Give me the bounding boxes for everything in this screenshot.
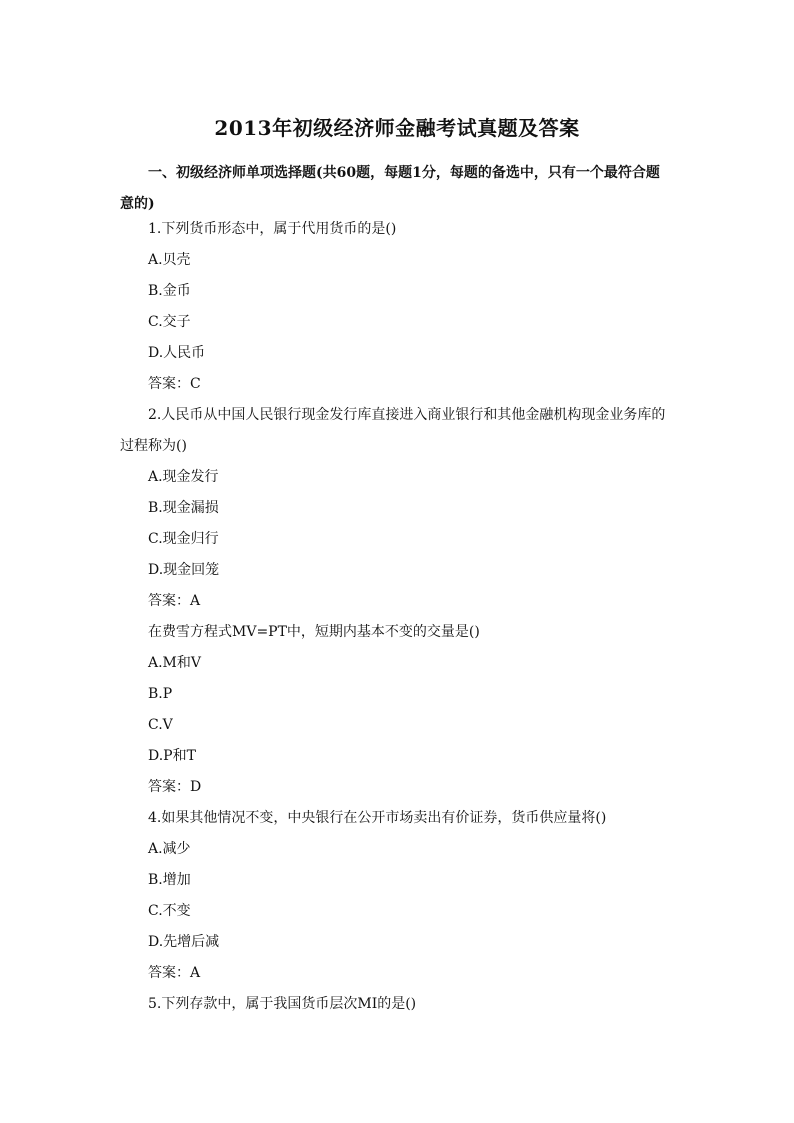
answer-line: 答案：D	[148, 779, 202, 795]
question-stem: 1.下列货币形态中，属于代用货币的是()	[148, 221, 397, 237]
question-list	[120, 214, 672, 1020]
question-block	[120, 214, 672, 400]
option-b: B.现金漏损	[148, 500, 219, 516]
option-c: C.不变	[148, 903, 191, 919]
answer-line: 答案：A	[148, 965, 201, 981]
option-b: B.P	[148, 686, 173, 702]
question-block	[120, 989, 672, 1020]
section-heading: 一、初级经济师单项选择题(共60题，每题1分，每题的备选中，只有一个最符合题意的)	[120, 165, 660, 212]
option-b: B.增加	[148, 872, 191, 888]
option-c: C.V	[148, 717, 173, 733]
answer-line: 答案：A	[148, 593, 201, 609]
question-stem: 5.下列存款中，属于我国货币层次MI的是()	[148, 996, 417, 1012]
option-c: C.现金归行	[148, 531, 219, 547]
question-block	[120, 400, 672, 617]
document-title: 2013年初级经济师金融考试真题及答案	[214, 116, 580, 140]
question-stem: 在费雪方程式MV=PT中，短期内基本不变的交量是()	[148, 624, 480, 640]
option-a: A.M和V	[148, 655, 202, 671]
option-a: A.减少	[148, 841, 191, 857]
option-d: D.人民币	[148, 345, 206, 361]
option-a: A.贝壳	[148, 252, 191, 268]
option-b: B.金币	[148, 283, 191, 299]
question-block	[120, 617, 672, 803]
option-d: D.现金回笼	[148, 562, 220, 578]
question-stem: 2.人民币从中国人民银行现金发行库直接进入商业银行和其他金融机构现金业务库的过程称为()	[120, 407, 666, 454]
answer-line: 答案：C	[148, 376, 201, 392]
question-block	[120, 803, 672, 989]
option-d: D.P和T	[148, 748, 196, 764]
question-stem: 4.如果其他情况不变，中央银行在公开市场卖出有价证券，货币供应量将()	[148, 810, 607, 826]
option-a: A.现金发行	[148, 469, 219, 485]
option-c: C.交子	[148, 314, 191, 330]
option-d: D.先增后减	[148, 934, 220, 950]
